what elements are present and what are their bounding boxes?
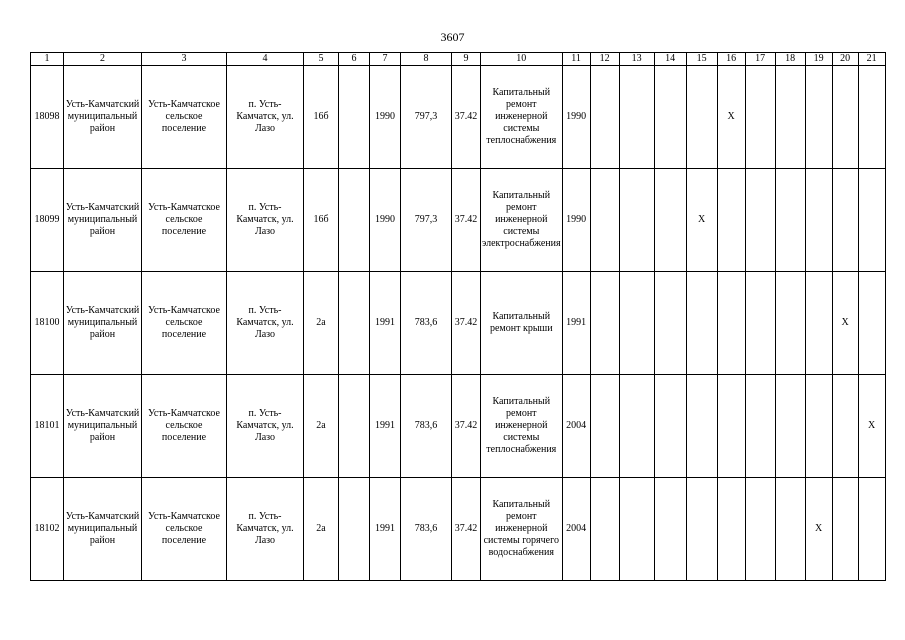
column-number-13: 13 bbox=[619, 53, 654, 66]
table-cell-col7: 1991 bbox=[370, 478, 401, 581]
table-cell-col14 bbox=[654, 375, 686, 478]
table-cell-col11: 1990 bbox=[562, 66, 590, 169]
table-cell-col21 bbox=[858, 272, 885, 375]
table-cell-col3: Усть-Камчатское сельское поселение bbox=[142, 66, 227, 169]
table-cell-col20 bbox=[832, 478, 858, 581]
table-row bbox=[31, 478, 886, 581]
table-cell-col5: 16б bbox=[304, 169, 339, 272]
table-cell-col20 bbox=[832, 66, 858, 169]
table-cell-col5: 16б bbox=[304, 66, 339, 169]
table-cell-col13 bbox=[619, 169, 654, 272]
table-cell-col5: 2а bbox=[304, 478, 339, 581]
table-cell-col9: 37.42 bbox=[452, 375, 481, 478]
table-cell-col4: п. Усть-Камчатск, ул. Лазо bbox=[227, 169, 304, 272]
table-cell-col6 bbox=[339, 272, 370, 375]
table-cell-col21: X bbox=[858, 375, 885, 478]
table-cell-col7: 1991 bbox=[370, 272, 401, 375]
column-number-19: 19 bbox=[805, 53, 832, 66]
table-cell-col16: X bbox=[717, 66, 745, 169]
table-cell-col18 bbox=[775, 375, 805, 478]
table-cell-col11: 1991 bbox=[562, 272, 590, 375]
table-cell-col9: 37.42 bbox=[452, 169, 481, 272]
table-cell-col3: Усть-Камчатское сельское поселение bbox=[142, 272, 227, 375]
table-row bbox=[31, 375, 886, 478]
column-number-row bbox=[31, 53, 886, 66]
table-cell-col12 bbox=[590, 272, 619, 375]
table-cell-col21 bbox=[858, 66, 885, 169]
table-cell-col7: 1990 bbox=[370, 169, 401, 272]
table-cell-col12 bbox=[590, 66, 619, 169]
table-cell-col3: Усть-Камчатское сельское поселение bbox=[142, 169, 227, 272]
table-cell-col1: 18102 bbox=[31, 478, 64, 581]
table-cell-col13 bbox=[619, 375, 654, 478]
table-cell-col19 bbox=[805, 169, 832, 272]
column-number-9: 9 bbox=[452, 53, 481, 66]
column-number-20: 20 bbox=[832, 53, 858, 66]
column-number-1: 1 bbox=[31, 53, 64, 66]
table-cell-col18 bbox=[775, 272, 805, 375]
table-cell-col15 bbox=[686, 375, 717, 478]
table-cell-col18 bbox=[775, 66, 805, 169]
table-cell-col2: Усть-Камчатский муниципальный район bbox=[64, 169, 142, 272]
table-cell-col20 bbox=[832, 169, 858, 272]
table-cell-col4: п. Усть-Камчатск, ул. Лазо bbox=[227, 66, 304, 169]
table-cell-col3: Усть-Камчатское сельское поселение bbox=[142, 478, 227, 581]
table-cell-col15 bbox=[686, 272, 717, 375]
table-cell-col17 bbox=[745, 169, 775, 272]
table-cell-col7: 1990 bbox=[370, 66, 401, 169]
table-cell-col14 bbox=[654, 169, 686, 272]
table-cell-col19: X bbox=[805, 478, 832, 581]
column-number-7: 7 bbox=[370, 53, 401, 66]
column-number-16: 16 bbox=[717, 53, 745, 66]
table-cell-col11: 2004 bbox=[562, 375, 590, 478]
table-row bbox=[31, 169, 886, 272]
register-table bbox=[30, 52, 886, 581]
table-cell-col20 bbox=[832, 375, 858, 478]
table-cell-col9: 37.42 bbox=[452, 272, 481, 375]
table-cell-col14 bbox=[654, 272, 686, 375]
table-cell-col21 bbox=[858, 169, 885, 272]
table-cell-col8: 797,3 bbox=[401, 66, 452, 169]
table-cell-col17 bbox=[745, 66, 775, 169]
table-cell-col12 bbox=[590, 169, 619, 272]
table-cell-col2: Усть-Камчатский муниципальный район bbox=[64, 375, 142, 478]
column-number-15: 15 bbox=[686, 53, 717, 66]
table-row bbox=[31, 272, 886, 375]
table-cell-col16 bbox=[717, 272, 745, 375]
table-cell-col5: 2а bbox=[304, 375, 339, 478]
table-cell-col14 bbox=[654, 478, 686, 581]
table-cell-col10: Капитальный ремонт инженерной системы горячего водоснабжения bbox=[481, 478, 563, 581]
table-cell-col4: п. Усть-Камчатск, ул. Лазо bbox=[227, 478, 304, 581]
table-cell-col8: 797,3 bbox=[401, 169, 452, 272]
column-number-21: 21 bbox=[858, 53, 885, 66]
table-cell-col15 bbox=[686, 66, 717, 169]
column-number-17: 17 bbox=[745, 53, 775, 66]
table-cell-col8: 783,6 bbox=[401, 272, 452, 375]
table-cell-col17 bbox=[745, 272, 775, 375]
table-cell-col13 bbox=[619, 478, 654, 581]
table-cell-col2: Усть-Камчатский муниципальный район bbox=[64, 478, 142, 581]
page-number: 3607 bbox=[440, 30, 465, 44]
table-cell-col13 bbox=[619, 66, 654, 169]
column-number-6: 6 bbox=[339, 53, 370, 66]
table-cell-col20: X bbox=[832, 272, 858, 375]
table-cell-col10: Капитальный ремонт инженерной системы теплоснабжения bbox=[481, 375, 563, 478]
table-cell-col19 bbox=[805, 272, 832, 375]
table-cell-col9: 37.42 bbox=[452, 66, 481, 169]
table-cell-col15 bbox=[686, 478, 717, 581]
table-cell-col6 bbox=[339, 66, 370, 169]
table-cell-col10: Капитальный ремонт инженерной системы электроснабжения bbox=[481, 169, 563, 272]
table-cell-col21 bbox=[858, 478, 885, 581]
table-cell-col11: 2004 bbox=[562, 478, 590, 581]
table-cell-col12 bbox=[590, 375, 619, 478]
table-cell-col9: 37.42 bbox=[452, 478, 481, 581]
table-cell-col1: 18101 bbox=[31, 375, 64, 478]
table-cell-col5: 2а bbox=[304, 272, 339, 375]
table-cell-col4: п. Усть-Камчатск, ул. Лазо bbox=[227, 272, 304, 375]
table-cell-col4: п. Усть-Камчатск, ул. Лазо bbox=[227, 375, 304, 478]
table-cell-col19 bbox=[805, 375, 832, 478]
table-cell-col7: 1991 bbox=[370, 375, 401, 478]
column-number-5: 5 bbox=[304, 53, 339, 66]
table-cell-col13 bbox=[619, 272, 654, 375]
table-cell-col18 bbox=[775, 169, 805, 272]
table-cell-col1: 18100 bbox=[31, 272, 64, 375]
table-cell-col17 bbox=[745, 375, 775, 478]
column-number-11: 11 bbox=[562, 53, 590, 66]
table-cell-col2: Усть-Камчатский муниципальный район bbox=[64, 272, 142, 375]
table-cell-col8: 783,6 bbox=[401, 478, 452, 581]
table-cell-col1: 18098 bbox=[31, 66, 64, 169]
column-number-8: 8 bbox=[401, 53, 452, 66]
table-cell-col15: X bbox=[686, 169, 717, 272]
table-cell-col11: 1990 bbox=[562, 169, 590, 272]
table-cell-col6 bbox=[339, 478, 370, 581]
table-cell-col6 bbox=[339, 169, 370, 272]
column-number-4: 4 bbox=[227, 53, 304, 66]
table-cell-col1: 18099 bbox=[31, 169, 64, 272]
table-cell-col19 bbox=[805, 66, 832, 169]
table-cell-col12 bbox=[590, 478, 619, 581]
table-cell-col18 bbox=[775, 478, 805, 581]
table-cell-col2: Усть-Камчатский муниципальный район bbox=[64, 66, 142, 169]
column-number-10: 10 bbox=[481, 53, 563, 66]
table-cell-col3: Усть-Камчатское сельское поселение bbox=[142, 375, 227, 478]
table-cell-col10: Капитальный ремонт крыши bbox=[481, 272, 563, 375]
column-number-14: 14 bbox=[654, 53, 686, 66]
table-cell-col14 bbox=[654, 66, 686, 169]
table-cell-col16 bbox=[717, 478, 745, 581]
column-number-12: 12 bbox=[590, 53, 619, 66]
column-number-18: 18 bbox=[775, 53, 805, 66]
table-row bbox=[31, 66, 886, 169]
table-cell-col16 bbox=[717, 169, 745, 272]
table-cell-col10: Капитальный ремонт инженерной системы теплоснабжения bbox=[481, 66, 563, 169]
table-cell-col6 bbox=[339, 375, 370, 478]
table-cell-col8: 783,6 bbox=[401, 375, 452, 478]
column-number-3: 3 bbox=[142, 53, 227, 66]
table-cell-col16 bbox=[717, 375, 745, 478]
table-cell-col17 bbox=[745, 478, 775, 581]
column-number-2: 2 bbox=[64, 53, 142, 66]
